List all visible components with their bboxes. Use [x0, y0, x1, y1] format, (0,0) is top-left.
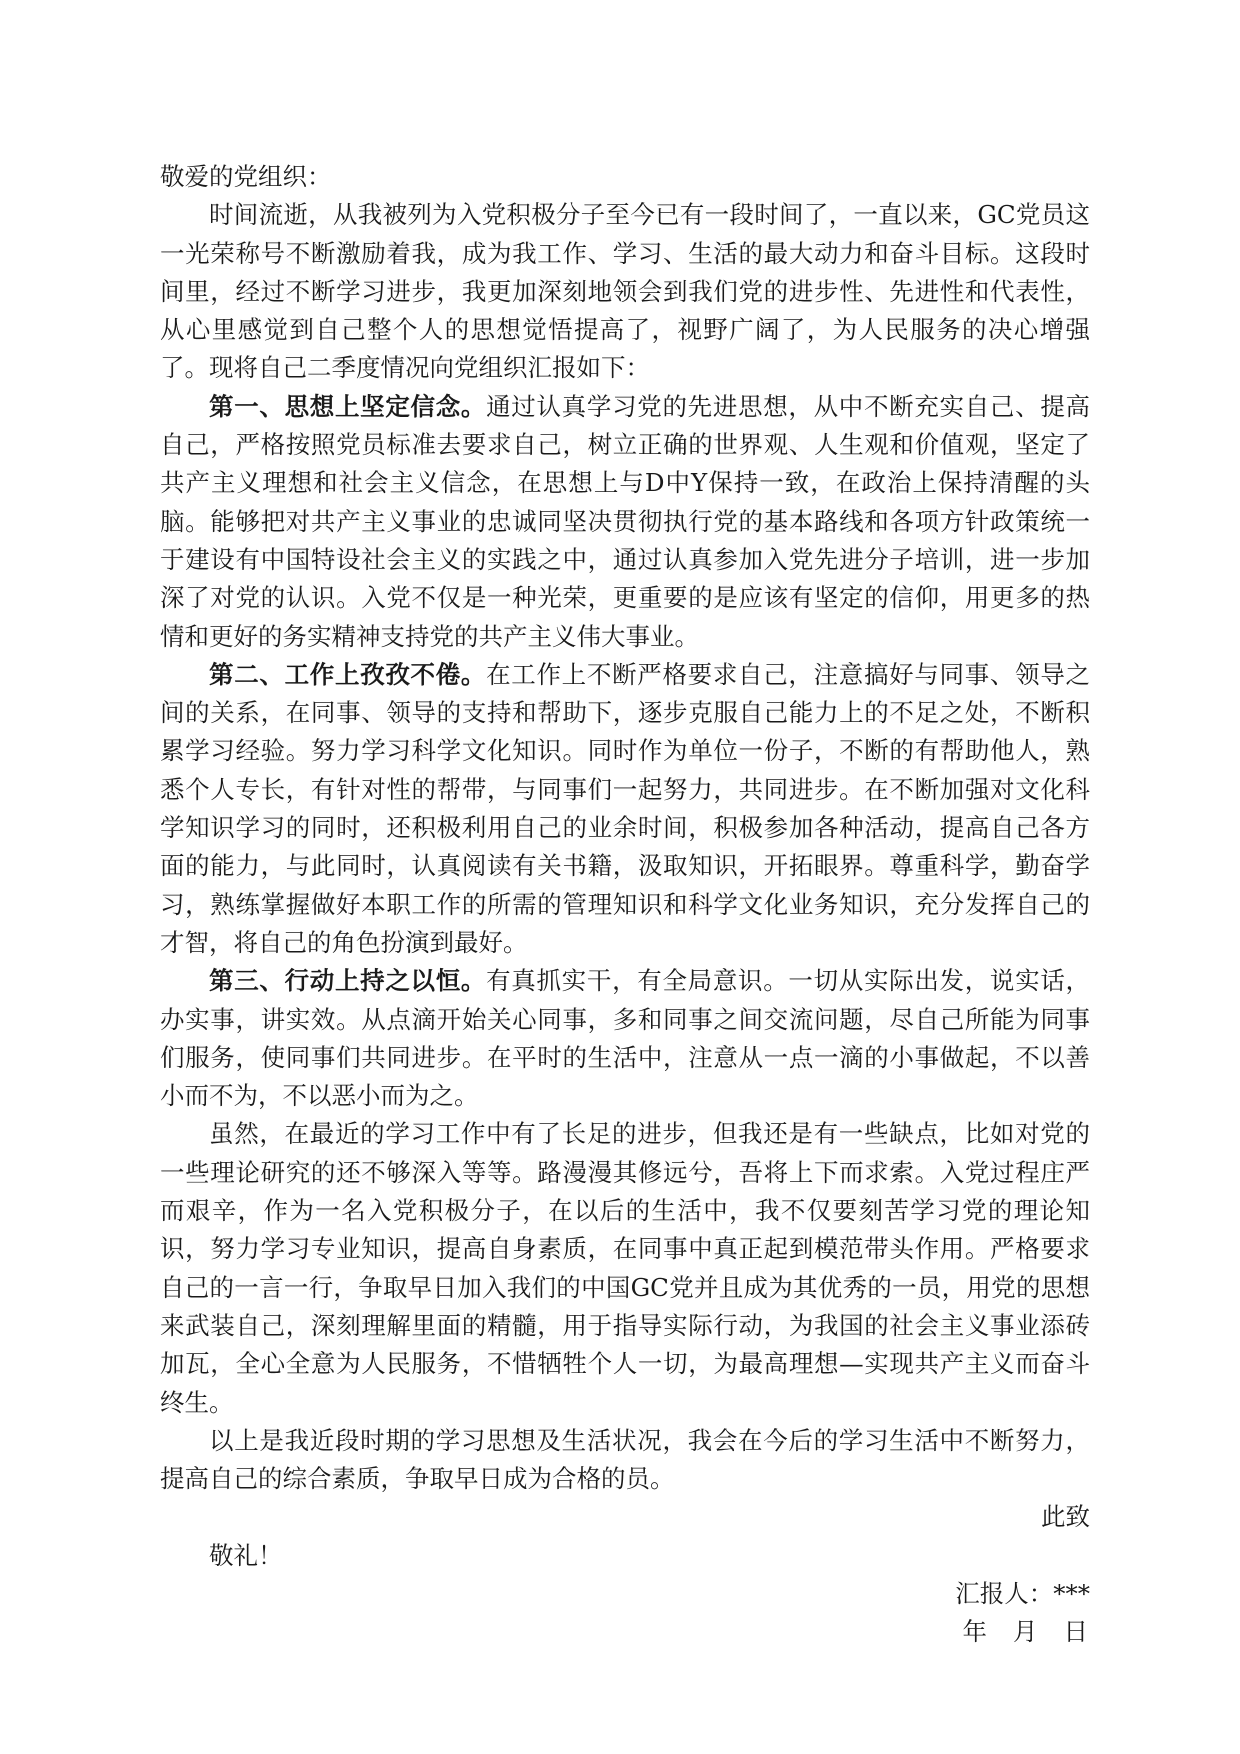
salutation: 敬爱的党组织：: [160, 162, 332, 191]
date-line: [160, 1613, 1090, 1651]
reflection-paragraph: 虽然，在最近的学习工作中有了长足的进步，但我还是有一些缺点，比如对党的一些理论研究的还不够深入等等。路漫漫其修远兮，吾将上下而求索。入党过程庄严而艰辛，作为一名入党积极分子，在以后的生活中，我不仅要刻苦学习党的理论知识，努力学习专业知识，提高自身素质，在同事中真正起到模范带头作用。严格要求自己的一言一行，争取早日加入我们的中国GC党并且成为其优秀的一员，用党的思想来武装自己，深刻理解里面的精髓，用于指导实际行动，为我国的社会主义事业添砖加瓦，全心全意为人民服务，不惜牺牲个人一切，为最高理想—实现共产主义而奋斗终生。: [160, 1119, 1090, 1417]
conclusion-paragraph: 以上是我近段时期的学习思想及生活状况，我会在今后的学习生活中不断努力，提高自己的综合素质，争取早日成为合格的员。: [160, 1425, 1090, 1494]
date-year: 年: [962, 1617, 987, 1647]
date-day: 日: [1063, 1617, 1088, 1647]
section-heading-3: 第三、行动上持之以恒。: [209, 966, 487, 996]
date-month: 月: [1013, 1617, 1038, 1647]
section-heading-1: 第一、思想上坚定信念。: [209, 391, 487, 421]
intro-paragraph: 时间流逝，从我被列为入党积极分子至今已有一段时间了，一直以来，GC党员这一光荣称号不断激励着我，成为我工作、学习、生活的最大动力和奋斗目标。这段时间里，经过不断学习进步，我更加深刻地领会到我们党的进步性、先进性和代表性，从心里感觉到自己整个人的思想觉悟提高了，视野广阔了，为人民服务的决心增强了。现将自己二季度情况向党组织汇报如下：: [160, 200, 1090, 383]
section-body-1: 通过认真学习党的先进思想，从中不断充实自己、提高自己，严格按照党员标准去要求自己，树立正确的世界观、人生观和价值观，坚定了共产主义理想和社会主义信念，在思想上与D中Y保持一致，在政治上保持清醒的头脑。能够把对共产主义事业的忠诚同坚决贯彻执行党的基本路线和各项方针政策统一于建设有中国特设社会主义的实践之中，通过认真参加入党先进分子培训，进一步加深了对党的认识。入党不仅是一种光荣，更重要的是应该有坚定的信仰，用更多的热情和更好的务实精神支持党的共产主义伟大事业。: [160, 391, 1091, 651]
closing-salute-1: 此致: [1041, 1502, 1090, 1532]
section-body-2: 在工作上不断严格要求自己，注意搞好与同事、领导之间的关系，在同事、领导的支持和帮助下，逐步克服自己能力上的不足之处，不断积累学习经验。努力学习科学文化知识。同时作为单位一份子，不断的有帮助他人，熟悉个人专长，有针对性的帮带，与同事们一起努力，共同进步。在不断加强对文化科学知识学习的同时，还积极利用自己的业余时间，积极参加各种活动，提高自己各方面的能力，与此同时，认真阅读有关书籍，汲取知识，开拓眼界。尊重科学，勤奋学习，熟练掌握做好本职工作的所需的管理知识和科学文化业务知识，充分发挥自己的才智，将自己的角色扮演到最好。: [160, 659, 1091, 957]
thought-report-letter: [160, 158, 1090, 1652]
section-heading-2: 第二、工作上孜孜不倦。: [209, 659, 487, 689]
closing-salute-2: 敬礼！: [209, 1540, 283, 1570]
section-paragraph-2: [160, 656, 1090, 962]
section-paragraph-1: [160, 388, 1090, 656]
section-paragraph-3: [160, 962, 1090, 1115]
section-body-3: 有真抓实干，有全局意识。一切从实际出发，说实话，办实事，讲实效。从点滴开始关心同事，多和同事之间交流问题，尽自己所能为同事们服务，使同事们共同进步。在平时的生活中，注意从一点一滴的小事做起，不以善小而不为，不以恶小而为之。: [160, 966, 1091, 1111]
signature-line: 汇报人：***: [955, 1578, 1090, 1608]
